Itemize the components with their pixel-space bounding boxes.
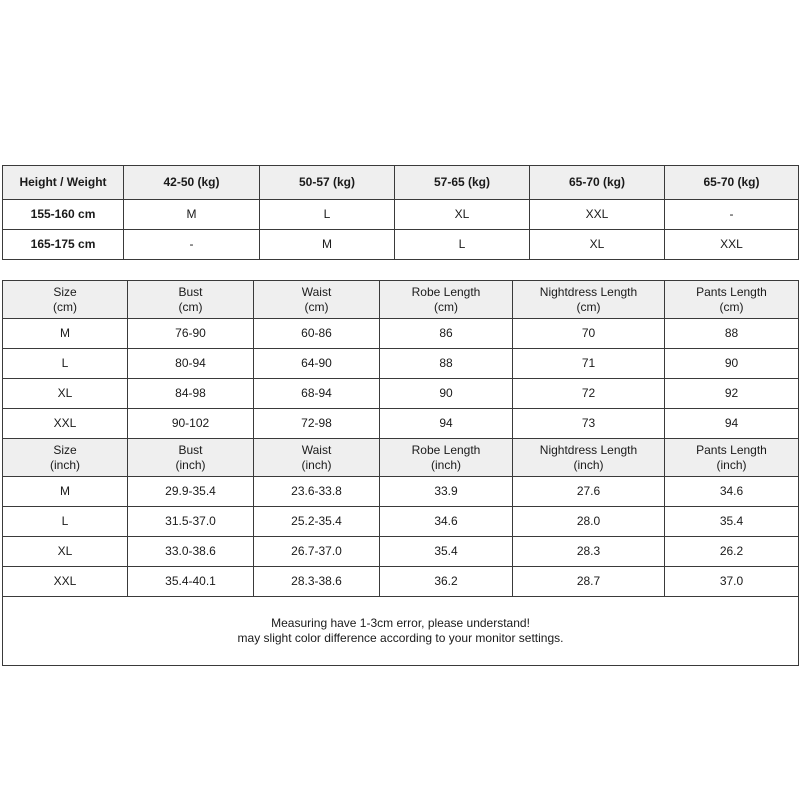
table-cell: 73 xyxy=(513,409,665,439)
header-cell: Height / Weight xyxy=(3,166,124,200)
table-cell: 28.3 xyxy=(513,537,665,567)
header-cell-bust: Bust (cm) xyxy=(128,281,254,319)
table-cell: XL xyxy=(530,230,665,260)
table-row xyxy=(3,507,799,537)
table-cell: 29.9-35.4 xyxy=(128,477,254,507)
table-cell: 76-90 xyxy=(128,319,254,349)
header-cell-waist: Waist (inch) xyxy=(254,439,380,477)
table-cell: 88 xyxy=(665,319,799,349)
table-cell: 23.6-33.8 xyxy=(254,477,380,507)
cm-header-row xyxy=(3,281,799,319)
table-row xyxy=(3,537,799,567)
table-cell: 34.6 xyxy=(380,507,513,537)
size-chart-table xyxy=(2,280,799,666)
table-cell: 28.7 xyxy=(513,567,665,597)
header-cell: 57-65 (kg) xyxy=(395,166,530,200)
table-cell: 28.0 xyxy=(513,507,665,537)
table-row xyxy=(3,200,799,230)
header-cell-pants-length: Pants Length (inch) xyxy=(665,439,799,477)
table-cell: L xyxy=(260,200,395,230)
table-cell: 35.4-40.1 xyxy=(128,567,254,597)
header-cell-bust: Bust (inch) xyxy=(128,439,254,477)
header-cell: 42-50 (kg) xyxy=(124,166,260,200)
header-cell-size: Size (inch) xyxy=(3,439,128,477)
table-cell: XXL xyxy=(665,230,799,260)
table-cell: 34.6 xyxy=(665,477,799,507)
table-cell: 155-160 cm xyxy=(3,200,124,230)
table-cell: M xyxy=(260,230,395,260)
table-cell: 90-102 xyxy=(128,409,254,439)
table-cell: 35.4 xyxy=(665,507,799,537)
table-cell: 27.6 xyxy=(513,477,665,507)
table-cell: M xyxy=(3,319,128,349)
table-cell: - xyxy=(124,230,260,260)
table-cell: 64-90 xyxy=(254,349,380,379)
header-cell-size: Size (cm) xyxy=(3,281,128,319)
table-cell: XL xyxy=(395,200,530,230)
table-cell: XXL xyxy=(530,200,665,230)
table-row xyxy=(3,230,799,260)
table-cell: 165-175 cm xyxy=(3,230,124,260)
header-cell: 65-70 (kg) xyxy=(530,166,665,200)
table-cell: 33.9 xyxy=(380,477,513,507)
header-cell-pants-length: Pants Length (cm) xyxy=(665,281,799,319)
table-cell: 37.0 xyxy=(665,567,799,597)
table-cell: 72-98 xyxy=(254,409,380,439)
table-cell: XL xyxy=(3,379,128,409)
table-cell: 26.2 xyxy=(665,537,799,567)
table-row xyxy=(3,379,799,409)
table-cell: 31.5-37.0 xyxy=(128,507,254,537)
table-cell: 94 xyxy=(665,409,799,439)
table-cell: 94 xyxy=(380,409,513,439)
table-cell: 35.4 xyxy=(380,537,513,567)
height-weight-table xyxy=(2,165,799,260)
header-cell-nightdress-length: Nightdress Length (cm) xyxy=(513,281,665,319)
table-row xyxy=(3,319,799,349)
header-cell-robe-length: Robe Length (cm) xyxy=(380,281,513,319)
table-cell: 92 xyxy=(665,379,799,409)
table-cell: XL xyxy=(3,537,128,567)
table-row xyxy=(3,349,799,379)
table-cell: 72 xyxy=(513,379,665,409)
inch-header-row xyxy=(3,439,799,477)
table-row xyxy=(3,477,799,507)
header-cell-waist: Waist (cm) xyxy=(254,281,380,319)
table-cell: 90 xyxy=(665,349,799,379)
header-cell: 50-57 (kg) xyxy=(260,166,395,200)
table-cell: 33.0-38.6 xyxy=(128,537,254,567)
header-cell-nightdress-length: Nightdress Length (inch) xyxy=(513,439,665,477)
table-header-row xyxy=(3,166,799,200)
table-cell: L xyxy=(395,230,530,260)
table-cell: L xyxy=(3,507,128,537)
table-cell: 70 xyxy=(513,319,665,349)
table-cell: 71 xyxy=(513,349,665,379)
table-cell: 25.2-35.4 xyxy=(254,507,380,537)
table-cell: M xyxy=(3,477,128,507)
table-cell: 88 xyxy=(380,349,513,379)
table-cell: M xyxy=(124,200,260,230)
table-cell: 80-94 xyxy=(128,349,254,379)
header-cell-robe-length: Robe Length (inch) xyxy=(380,439,513,477)
table-cell: 84-98 xyxy=(128,379,254,409)
table-cell: XXL xyxy=(3,409,128,439)
measurement-note xyxy=(3,597,799,666)
table-cell: 90 xyxy=(380,379,513,409)
table-cell: - xyxy=(665,200,799,230)
table-cell: 86 xyxy=(380,319,513,349)
table-cell: 28.3-38.6 xyxy=(254,567,380,597)
table-cell: XXL xyxy=(3,567,128,597)
table-cell: 60-86 xyxy=(254,319,380,349)
note-line-2: may slight color difference according to your monitor settings. xyxy=(237,631,564,645)
table-cell: 26.7-37.0 xyxy=(254,537,380,567)
table-cell: 68-94 xyxy=(254,379,380,409)
header-cell: 65-70 (kg) xyxy=(665,166,799,200)
table-cell: L xyxy=(3,349,128,379)
note-row xyxy=(3,597,799,666)
table-cell: 36.2 xyxy=(380,567,513,597)
table-row xyxy=(3,409,799,439)
table-row xyxy=(3,567,799,597)
note-line-1: Measuring have 1-3cm error, please understand! xyxy=(271,616,530,630)
